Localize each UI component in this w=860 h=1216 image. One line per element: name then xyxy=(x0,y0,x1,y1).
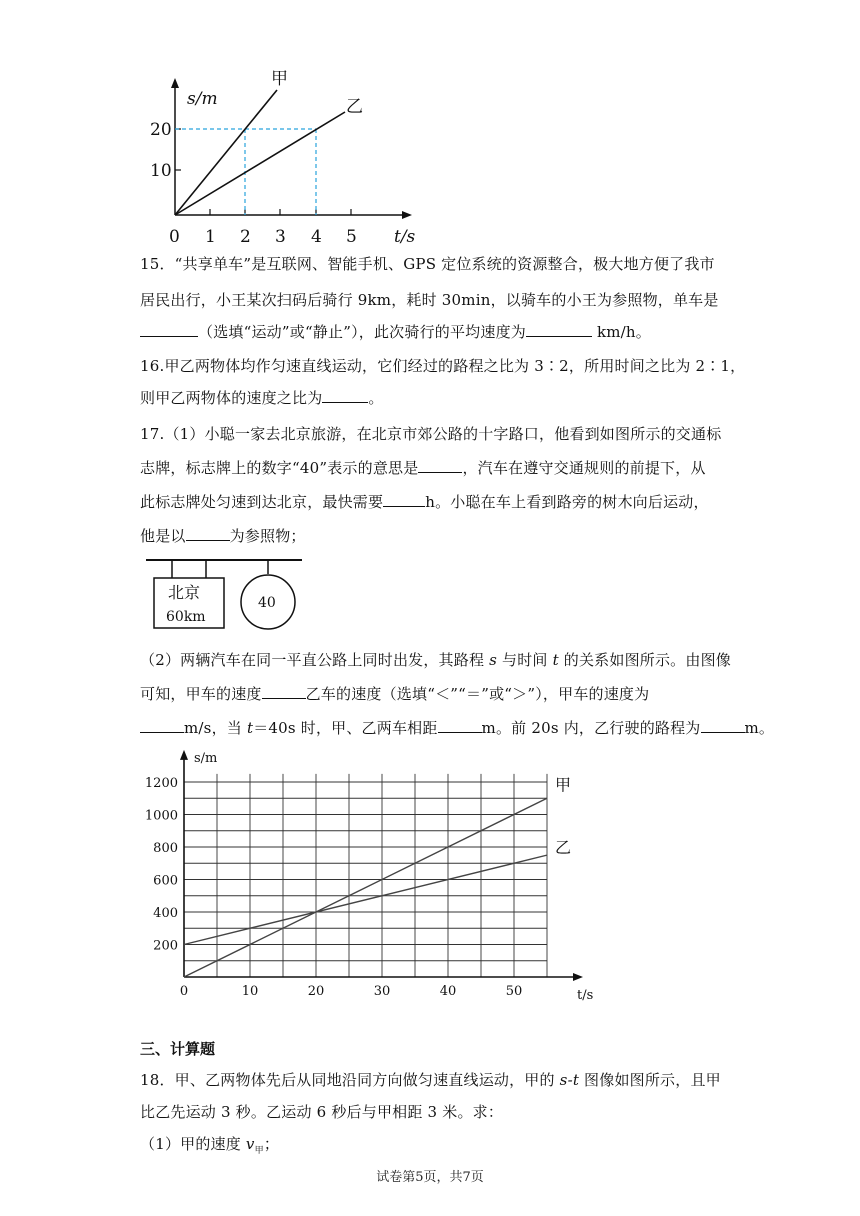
q17-p2-l3-text-b: ＝40s 时，甲、乙两车相距 xyxy=(253,719,438,737)
q15-line1: 15．“共享单车”是互联网、智能手机、GPS 定位系统的资源整合，极大地方便了我市 xyxy=(140,255,715,273)
q17-line4b: 为参照物； xyxy=(229,527,306,545)
q15-line3b: km/h。 xyxy=(596,323,651,341)
q18-line1 xyxy=(140,1070,721,1090)
q17-line2b: ，汽车在遵守交通规则的前提下，从 xyxy=(462,459,706,477)
page-footer: 试卷第5页，共7页 xyxy=(376,1170,484,1185)
y-tick-20: 20 xyxy=(150,120,172,140)
q16-line2 xyxy=(140,388,384,408)
q17-p2-l3-text-d: m。 xyxy=(744,719,775,737)
x-axis-arrow xyxy=(573,973,583,981)
series-yi-line xyxy=(175,112,345,215)
q15-blank-1[interactable] xyxy=(140,322,198,337)
q17-line3a: 此标志牌处匀速到达北京，最快需要 xyxy=(140,493,384,511)
q15-line2: 居民出行，小王某次扫码后骑行 9km，耗时 30min，以骑车的小王为参照物，单车是 xyxy=(140,291,719,309)
traffic-sign-illustration xyxy=(144,556,314,636)
x-tick-0: 0 xyxy=(169,227,180,247)
x-axis-label: t/s xyxy=(577,988,594,1003)
q17-p2-text-a: （2）两辆汽车在同一平直公路上同时出发，其路程 xyxy=(140,651,490,669)
y-tick-label: 800 xyxy=(153,841,178,856)
q16-line2a: 则甲乙两物体的速度之比为 xyxy=(140,389,323,407)
st-graph-grid xyxy=(140,745,594,1005)
q17-p2-l2-text-a: 可知，甲车的速度 xyxy=(140,685,262,703)
st-graph-small xyxy=(150,60,440,250)
q17-p2-var-t: t xyxy=(552,651,559,669)
q16-line2b: 。 xyxy=(368,389,384,407)
sign-limit: 40 xyxy=(258,595,276,611)
x-tick-2: 2 xyxy=(240,227,251,247)
series-jia-line xyxy=(184,798,547,977)
q16-blank[interactable] xyxy=(322,388,368,403)
q15-blank-2[interactable] xyxy=(526,322,592,337)
x-tick-label: 20 xyxy=(307,984,325,999)
series-jia-label: 甲 xyxy=(555,775,572,795)
q17-p2-var-s: s xyxy=(489,651,498,669)
q17-p2-line3 xyxy=(140,718,774,738)
q17-line4 xyxy=(140,526,306,546)
x-tick-label: 10 xyxy=(241,984,259,999)
q18-l3-text-a: （1）甲的速度 xyxy=(140,1135,246,1153)
q17-p2-l3-text-a: m/s，当 xyxy=(184,719,247,737)
section-title: 三、计算题 xyxy=(140,1040,216,1058)
y-tick-label: 400 xyxy=(153,906,178,921)
series-yi-label: 乙 xyxy=(346,97,363,117)
q17-p2-l3-var-t: t xyxy=(246,719,254,737)
q18-var-v: v xyxy=(245,1135,255,1153)
y-tick-10: 10 xyxy=(150,161,172,181)
y-axis-arrow xyxy=(180,750,188,760)
x-tick-label: 50 xyxy=(505,984,523,999)
sign-place: 北京 xyxy=(168,583,201,602)
y-axis-label: s/m xyxy=(187,89,218,109)
y-tick-label: 1200 xyxy=(144,776,178,791)
q17-p2-l2-text-b: 乙车的速度（选填“＜”“＝”或“＞”），甲车的速度为 xyxy=(305,685,650,703)
y-axis-arrow xyxy=(171,78,179,88)
q18-line3 xyxy=(140,1134,279,1161)
q17-p2-blank-2[interactable] xyxy=(140,718,184,733)
q17-blank-2[interactable] xyxy=(383,492,425,507)
y-tick-label: 600 xyxy=(153,873,178,889)
q17-p2-blank-1[interactable] xyxy=(262,684,306,699)
y-tick-label: 200 xyxy=(153,938,178,954)
series-yi-label: 乙 xyxy=(555,838,572,858)
y-tick-label: 1000 xyxy=(144,808,178,824)
q18-l3-text-b: ； xyxy=(263,1135,280,1153)
q17-p2-blank-4[interactable] xyxy=(701,718,745,733)
q18-var-st: s-t xyxy=(559,1071,580,1089)
q18-line2: 比乙先运动 3 秒。乙运动 6 秒后与甲相距 3 米。求： xyxy=(140,1103,504,1121)
sign-distance: 60km xyxy=(166,609,206,625)
q17-line3b: h。小聪在车上看到路旁的树木向后运动， xyxy=(425,493,709,511)
x-tick-label: 30 xyxy=(373,984,391,999)
q18-var-sub: 甲 xyxy=(254,1146,264,1156)
q18-text-a: 18．甲、乙两物体先后从同地沿同方向做匀速直线运动，甲的 xyxy=(140,1071,560,1089)
series-jia-label: 甲 xyxy=(271,69,288,89)
x-axis-arrow xyxy=(402,211,412,219)
q17-blank-1[interactable] xyxy=(418,458,462,473)
q17-p2-line2 xyxy=(140,684,649,704)
q16-line1: 16.甲乙两物体均作匀速直线运动，它们经过的路程之比为 3∶2，所用时间之比为 2∶1， xyxy=(140,357,746,375)
x-tick-3: 3 xyxy=(275,227,286,247)
q17-p2-text-c: 的关系如图所示。由图像 xyxy=(558,651,731,669)
x-tick-label: 40 xyxy=(439,984,457,999)
x-tick-1: 1 xyxy=(205,227,216,247)
q17-line3 xyxy=(140,492,709,512)
x-tick-5: 5 xyxy=(346,227,357,247)
x-tick-label: 0 xyxy=(179,984,189,999)
q17-p2-blank-3[interactable] xyxy=(438,718,482,733)
q17-blank-3[interactable] xyxy=(186,526,230,541)
q15-line3a: （选填“运动”或“静止”），此次骑行的平均速度为 xyxy=(198,323,526,341)
x-tick-4: 4 xyxy=(311,227,322,247)
q17-line1: 17.（1）小聪一家去北京旅游，在北京市郊公路的十字路口，他看到如图所示的交通标 xyxy=(140,425,722,443)
q17-line2 xyxy=(140,458,706,478)
q17-line4a: 他是以 xyxy=(140,527,186,545)
q15-line3 xyxy=(140,322,651,342)
q17-p2-l3-text-c: m。前 20s 内，乙行驶的路程为 xyxy=(481,719,701,737)
series-yi-line xyxy=(184,855,547,944)
q17-p2-text-b: 与时间 xyxy=(497,651,553,669)
q18-text-b: 图像如图所示，且甲 xyxy=(579,1071,721,1089)
y-axis-label: s/m xyxy=(194,750,218,766)
x-axis-label: t/s xyxy=(394,227,416,247)
q17-p2-line1 xyxy=(140,650,731,670)
q17-line2a: 志牌，标志牌上的数字“40”表示的意思是 xyxy=(140,459,419,477)
